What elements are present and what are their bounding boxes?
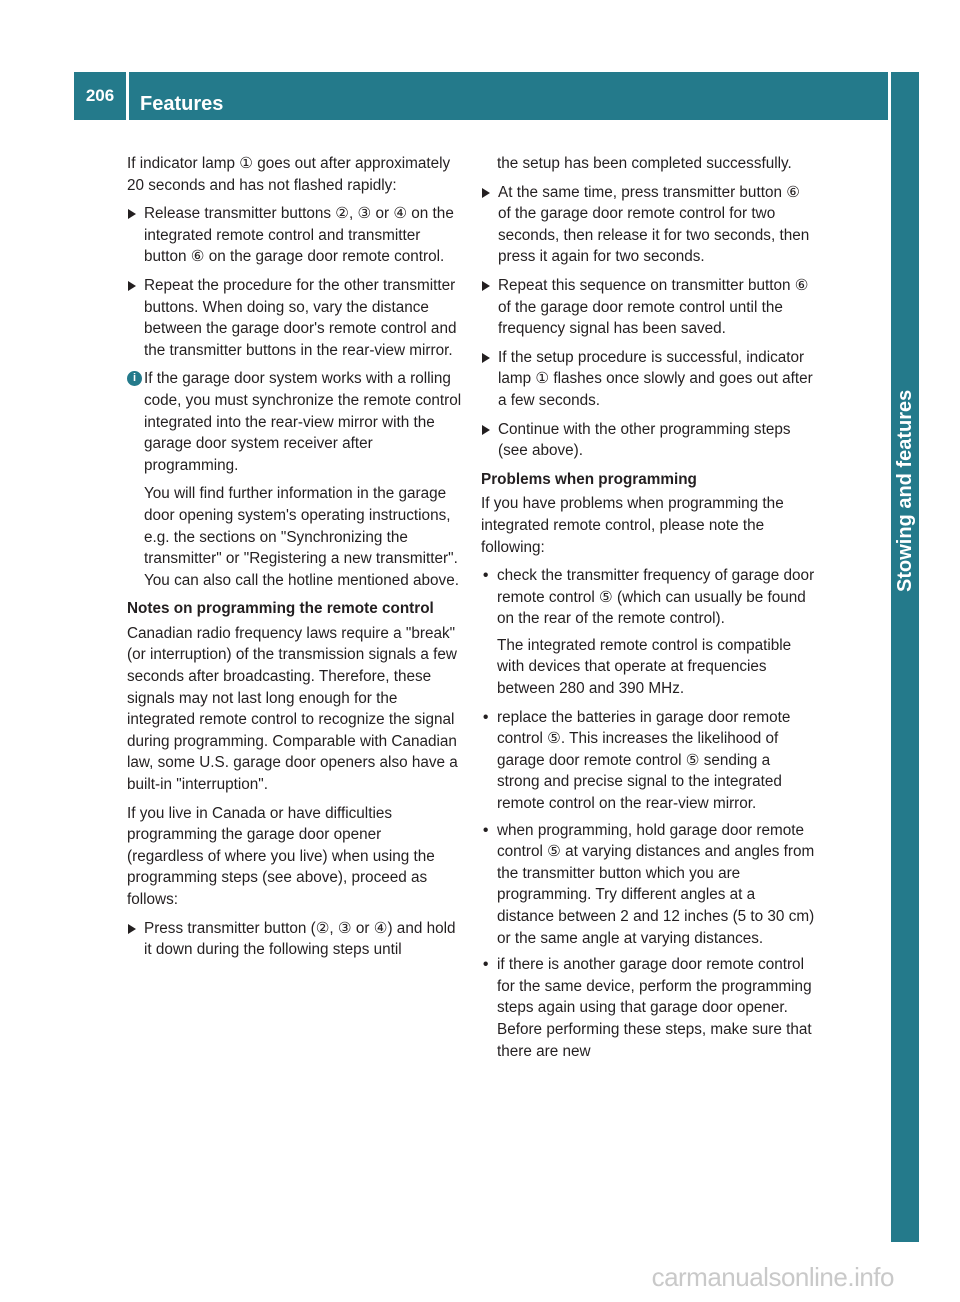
bullet-item	[481, 565, 816, 630]
step-text: Repeat this sequence on transmitter button ⑥ of the garage door remote control until the frequency signal has been saved.	[498, 276, 809, 338]
continued-text: the setup has been completed successfully.	[497, 155, 792, 172]
paragraph: If you live in Canada or have difficulties programming the garage door opener (regardless of where you live) when using the programming steps (see above), proceed as follows:	[127, 804, 435, 908]
bullet-text: replace the batteries in garage door remote control ⑤. This increases the likelihood of garage door remote control ⑤ sending a strong and precise signal to the integrated remote control on the rear-view mirror.	[497, 708, 791, 813]
watermark: carmanualsonline.info	[651, 1262, 894, 1292]
left-column	[127, 153, 462, 968]
right-column	[481, 153, 816, 1067]
section-heading: Notes on programming the remote control	[127, 600, 434, 618]
step-arrow-icon	[482, 353, 490, 363]
note-text: You will find further information in the garage door opening system's operating instructions, e.g. the sections on "Synchronizing the transmitter" or "Registering a new transmitter". You can also call the hotline mentioned above.	[144, 485, 459, 589]
step-arrow-icon	[128, 281, 136, 291]
step-text: If the setup procedure is successful, indicator lamp ① flashes once slowly and goes out after a few seconds.	[498, 348, 813, 409]
step-arrow-icon	[482, 281, 490, 291]
section-heading: Problems when programming	[481, 470, 697, 488]
step-item	[481, 419, 816, 462]
bullet-text: when programming, hold garage door remote control ⑤ at varying distances and angles from the transmitter button which you are programming. Try different angles at a distance between 2 and 12 inches (5 to 30 cm) or the same angle at varying distances.	[497, 821, 815, 947]
step-text: Release transmitter buttons ②, ③ or ④ on the integrated remote control and transmitter button ⑥ on the garage door remote control.	[144, 205, 454, 266]
note-text: If the garage door system works with a rolling code, you must synchronize the remote control integrated into the rear-view mirror with the garage door system receiver after programming.	[144, 370, 462, 474]
step-arrow-icon	[482, 188, 490, 198]
step-arrow-icon	[482, 425, 490, 435]
info-note	[127, 368, 462, 476]
step-item	[481, 347, 816, 412]
info-icon: i	[127, 371, 142, 386]
bullet-item	[481, 707, 816, 815]
section-title: Features	[140, 93, 224, 115]
header-divider	[126, 72, 129, 120]
intro-paragraph: If indicator lamp ① goes out after approximately 20 seconds and has not flashed rapidly:	[127, 155, 451, 194]
bullet-marker: •	[483, 708, 489, 726]
step-item	[127, 275, 462, 361]
bullet-marker: •	[483, 956, 489, 974]
paragraph: Canadian radio frequency laws require a "break" (or interruption) of the transmission signals a few seconds after broadcasting. Therefore, these signals may not last long enough for the integrated remote control to recognize the signal during programming. Comparable with Canadian law, some U.S. garage door openers also have a built-in "interruption".	[127, 624, 458, 794]
step-text: Press transmitter button (②, ③ or ④) and hold it down during the following steps until	[144, 919, 456, 959]
step-item	[481, 275, 816, 340]
step-item	[127, 203, 462, 268]
bullet-text: check the transmitter frequency of garage door remote control ⑤ (which can usually be found on the rear of the remote control).	[497, 567, 815, 628]
step-item	[481, 182, 816, 268]
bullet-text: if there is another garage door remote control for the same device, perform the programming steps again using that garage door opener. Before performing these steps, make sure that there are new	[497, 956, 812, 1060]
step-text: Repeat the procedure for the other transmitter buttons. When doing so, vary the distance between the garage door's remote control and the transmitter buttons in the rear-view mirror.	[144, 276, 457, 359]
page-number: 206	[85, 86, 115, 105]
bullet-marker: •	[483, 567, 489, 585]
step-arrow-icon	[128, 209, 136, 219]
side-tab-label: Stowing and features	[894, 389, 916, 592]
bullet-item	[481, 820, 816, 950]
bullet-item	[481, 954, 816, 1062]
step-item	[127, 918, 462, 961]
paragraph: If you have problems when programming the integrated remote control, please note the following:	[481, 495, 784, 556]
bullet-subtext: The integrated remote control is compatible with devices that operate at frequencies between 280 and 390 MHz.	[497, 636, 792, 698]
step-text: At the same time, press transmitter button ⑥ of the garage door remote control for two seconds, then release it for two seconds, then press it again for two seconds.	[498, 183, 810, 266]
bullet-marker: •	[483, 821, 489, 839]
step-text: Continue with the other programming steps (see above).	[498, 420, 791, 460]
step-arrow-icon	[128, 924, 136, 934]
